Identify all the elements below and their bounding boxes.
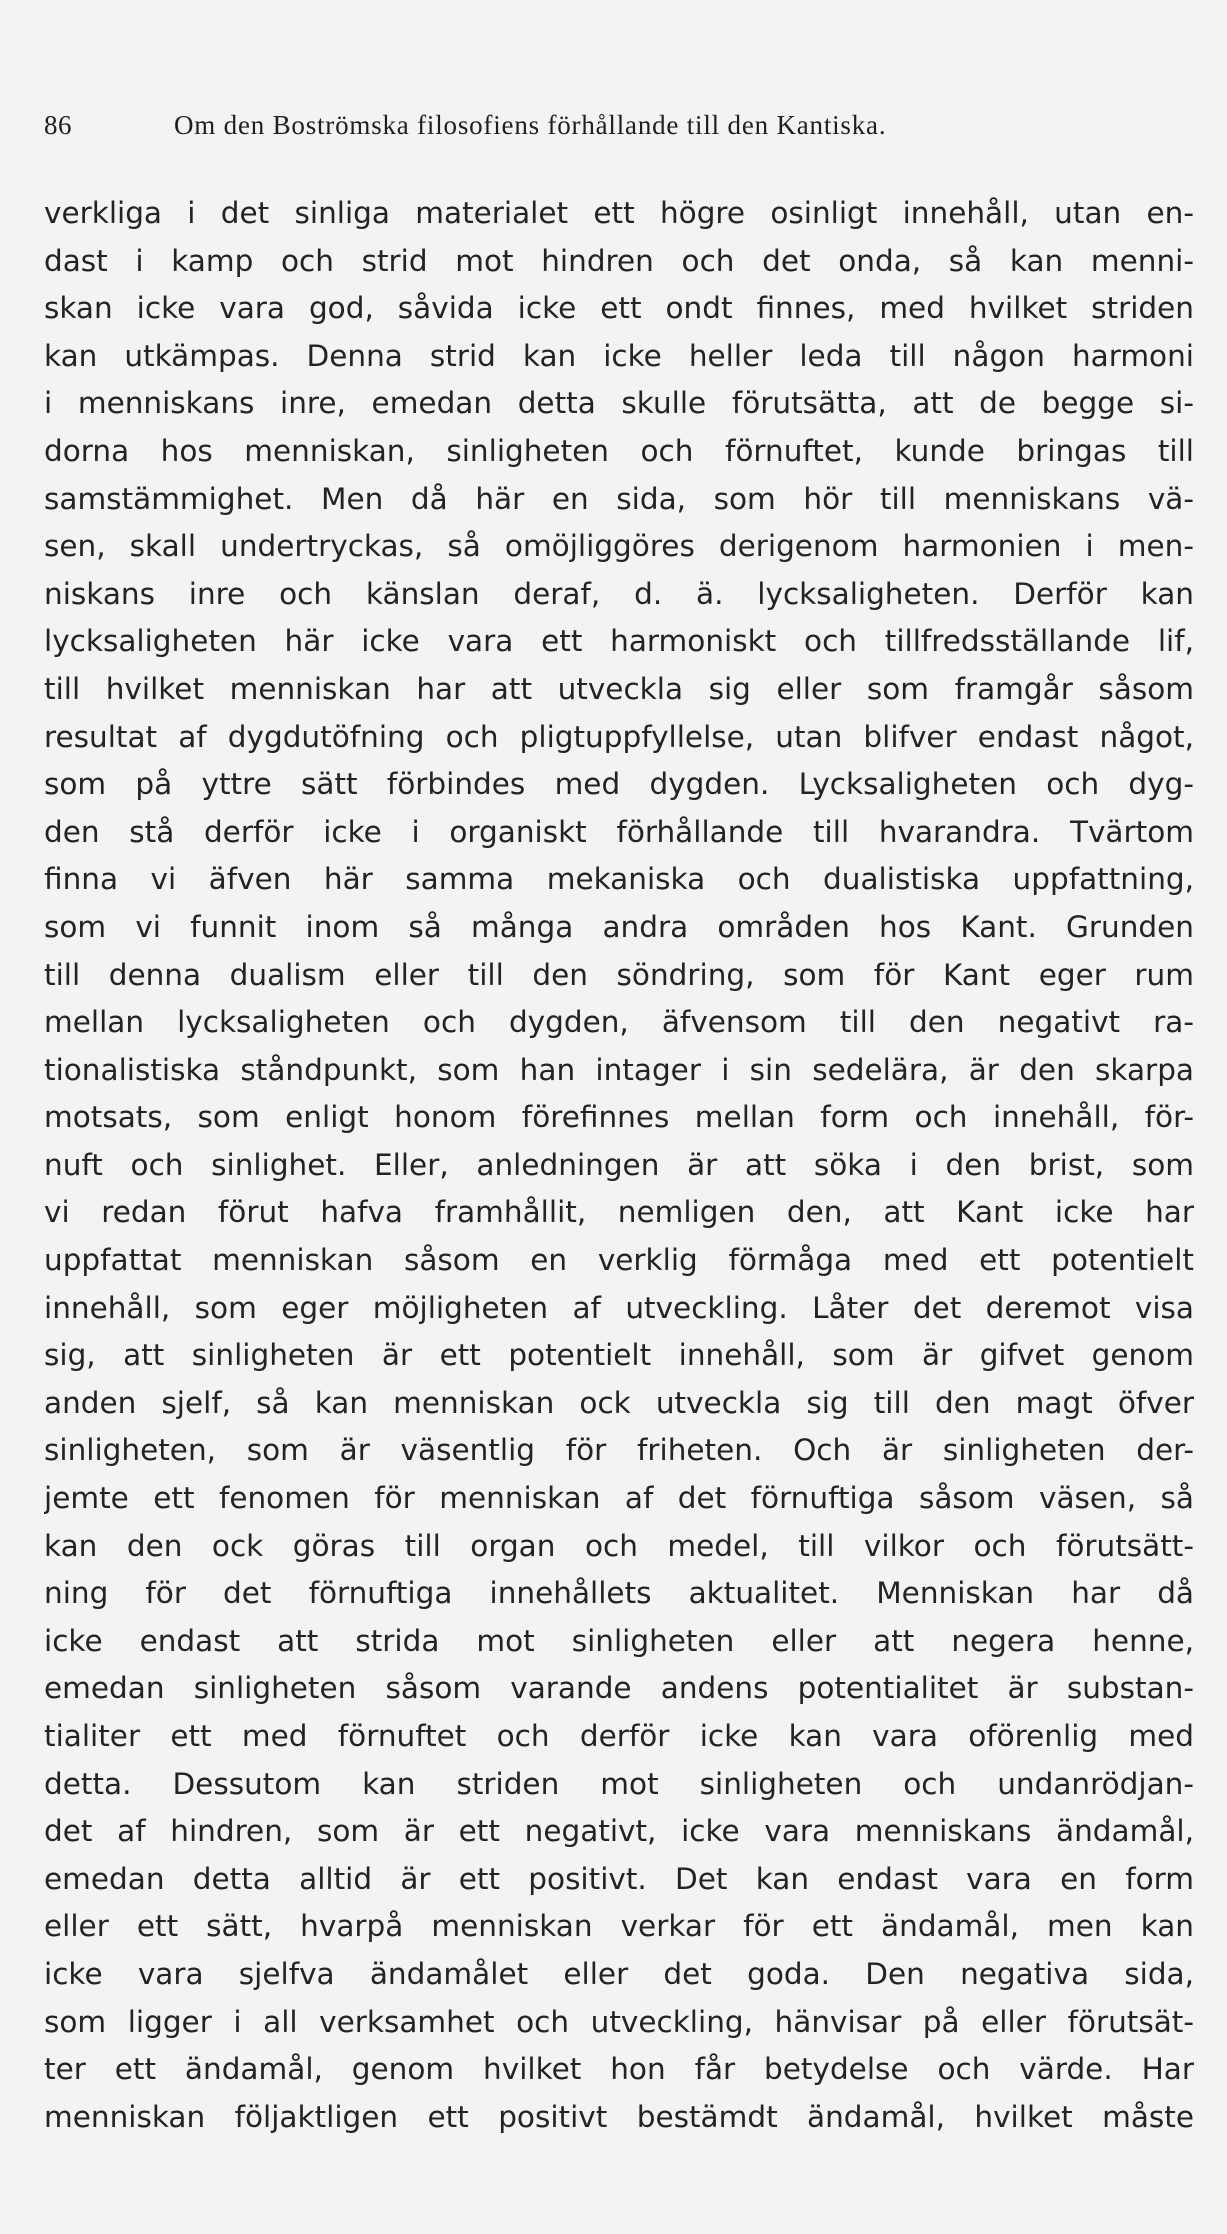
body-text	[44, 190, 1194, 2141]
text-line: mellan lycksaligheten och dygden, äfvensom till den negativt ra-	[44, 1005, 1194, 1040]
page-header	[44, 110, 1194, 150]
text-line: tionalistiska ståndpunkt, som han intager i sin sedelära, är den skarpa	[44, 1052, 1194, 1087]
text-line: dorna hos menniskan, sinligheten och förnuftet, kunde bringas till	[44, 433, 1194, 468]
page-number: 86	[44, 110, 72, 140]
text-line: det af hindren, som är ett negativt, icke vara menniskans ändamål,	[44, 1814, 1194, 1849]
text-line: samstämmighet. Men då här en sida, som hör till menniskans vä-	[44, 481, 1194, 516]
text-line: skan icke vara god, såvida icke ett ondt finnes, med hvilket striden	[44, 291, 1194, 326]
text-line: icke endast att strida mot sinligheten eller att negera henne,	[44, 1623, 1194, 1658]
text-line: sinligheten, som är väsentlig för friheten. Och är sinligheten der-	[44, 1433, 1194, 1468]
text-line: resultat af dygdutöfning och pligtuppfyllelse, utan blifver endast något,	[44, 719, 1194, 754]
text-line: finna vi äfven här samma mekaniska och dualistiska uppfattning,	[44, 862, 1194, 897]
text-line: kan den ock göras till organ och medel, till vilkor och förutsätt-	[44, 1528, 1194, 1563]
text-line: som vi funnit inom så många andra områden hos Kant. Grunden	[44, 909, 1194, 944]
text-line: emedan sinligheten såsom varande andens potentialitet är substan-	[44, 1671, 1194, 1706]
text-line: som ligger i all verksamhet och utveckling, hänvisar på eller förutsät-	[44, 2004, 1194, 2039]
text-line: icke vara sjelfva ändamålet eller det goda. Den negativa sida,	[44, 1956, 1194, 1991]
text-line: anden sjelf, så kan menniskan ock utveckla sig till den magt öfver	[44, 1385, 1194, 1420]
text-line: nuft och sinlighet. Eller, anledningen är att söka i den brist, som	[44, 1147, 1194, 1182]
text-line: niskans inre och känslan deraf, d. ä. lycksaligheten. Derför kan	[44, 576, 1194, 611]
text-line: ning för det förnuftiga innehållets aktualitet. Menniskan har då	[44, 1576, 1194, 1611]
text-line: innehåll, som eger möjligheten af utveckling. Låter det deremot visa	[44, 1290, 1194, 1325]
text-line: ter ett ändamål, genom hvilket hon får betydelse och värde. Har	[44, 2052, 1194, 2087]
text-line: uppfattat menniskan såsom en verklig förmåga med ett potentielt	[44, 1243, 1194, 1278]
text-line: tialiter ett med förnuftet och derför icke kan vara oförenlig med	[44, 1719, 1194, 1753]
text-line: sen, skall undertryckas, så omöjliggöres derigenom harmonien i men-	[44, 529, 1194, 564]
text-line: den stå derför icke i organiskt förhållande till hvarandra. Tvärtom	[44, 814, 1194, 849]
text-line: sig, att sinligheten är ett potentielt innehåll, som är gifvet genom	[44, 1338, 1194, 1373]
text-line: vi redan förut hafva framhållit, nemligen den, att Kant icke har	[44, 1195, 1194, 1230]
text-line: som på yttre sätt förbindes med dygden. Lycksaligheten och dyg-	[44, 767, 1194, 802]
text-line: detta. Dessutom kan striden mot sinligheten och undanrödjan-	[44, 1766, 1194, 1801]
text-line: kan utkämpas. Denna strid kan icke heller leda till någon harmoni	[44, 338, 1194, 373]
text-line: emedan detta alltid är ett positivt. Det kan endast vara en form	[44, 1861, 1194, 1896]
text-line: till hvilket menniskan har att utveckla sig eller som framgår såsom	[44, 671, 1194, 706]
running-head: Om den Boströmska filosofiens förhållande till den Kantiska.	[174, 110, 887, 140]
text-line: menniskan följaktligen ett positivt bestämdt ändamål, hvilket måste	[44, 2099, 1194, 2134]
text-line: verkliga i det sinliga materialet ett högre osinligt innehåll, utan en-	[44, 196, 1194, 230]
text-line: jemte ett fenomen för menniskan af det förnuftiga såsom väsen, så	[44, 1481, 1194, 1516]
text-line: lycksaligheten här icke vara ett harmoniskt och tillfredsställande lif,	[44, 624, 1194, 659]
text-line: dast i kamp och strid mot hindren och det onda, så kan menni-	[44, 243, 1194, 278]
text-line: i menniskans inre, emedan detta skulle förutsätta, att de begge si-	[44, 386, 1194, 421]
text-line: motsats, som enligt honom förefinnes mellan form och innehåll, för-	[44, 1100, 1194, 1135]
text-line: eller ett sätt, hvarpå menniskan verkar för ett ändamål, men kan	[44, 1909, 1194, 1944]
text-line: till denna dualism eller till den söndring, som för Kant eger rum	[44, 957, 1194, 992]
